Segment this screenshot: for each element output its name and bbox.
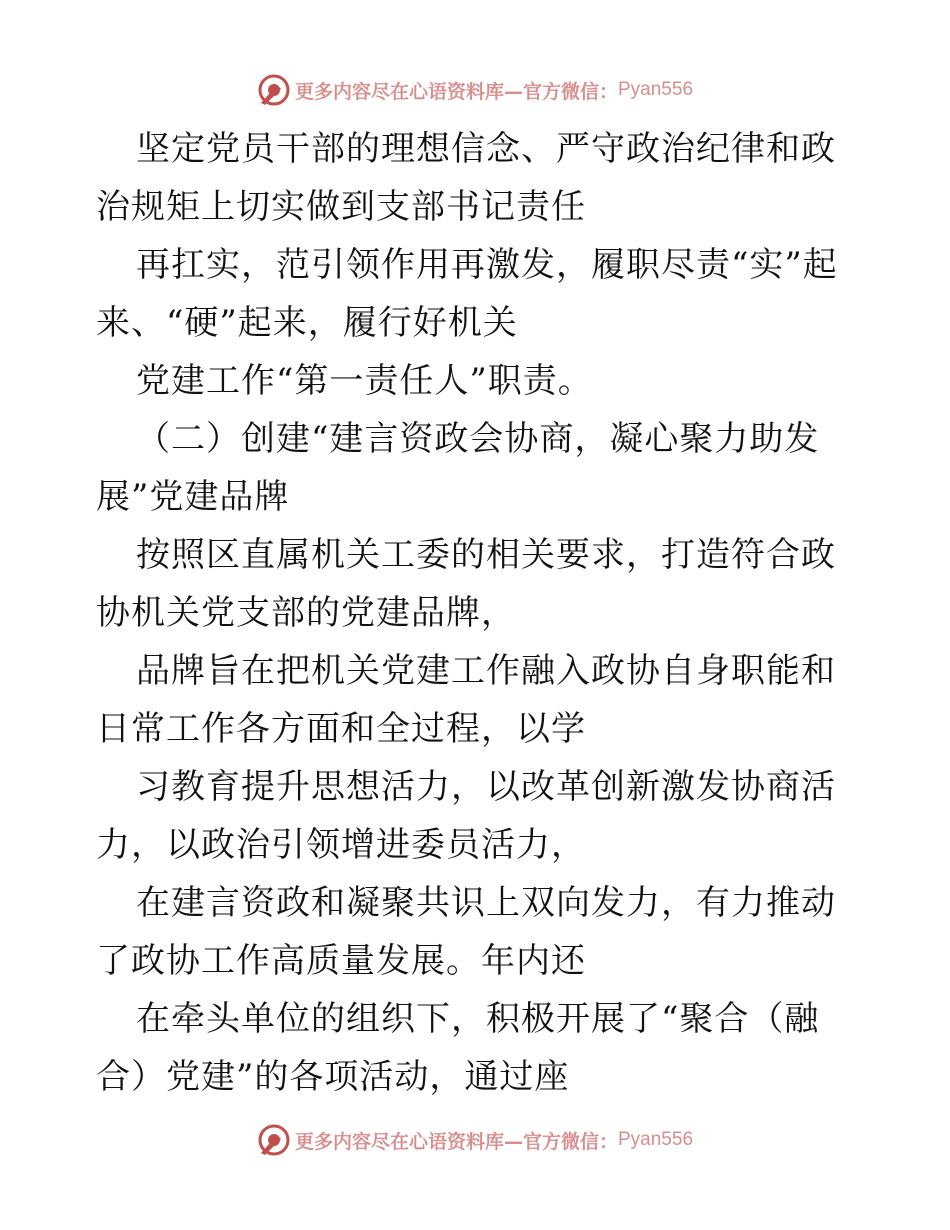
pen-logo-icon [257, 1123, 291, 1157]
paragraph: 按照区直属机关工委的相关要求，打造符合政协机关党支部的党建品牌， [96, 535, 836, 633]
section-heading: （二）创建“建言资政会协商，凝心聚力助发展”党建品牌 [96, 419, 820, 517]
paragraph: 党建工作“第一责任人”职责。 [136, 361, 593, 401]
banner-text: 更多内容尽在心语资料库—官方微信： [294, 80, 618, 103]
banner-wechat-id: Pyan556 [618, 79, 694, 100]
banner-text: 更多内容尽在心语资料库—官方微信： [294, 1130, 618, 1153]
header-banner [0, 70, 950, 110]
paragraph: 再扛实，范引领作用再激发，履职尽责“实”起来、“硬”起来，履行好机关 [96, 245, 838, 343]
paragraph: 品牌旨在把机关党建工作融入政协自身职能和日常工作各方面和全过程，以学 [96, 651, 836, 749]
pen-logo-icon [257, 73, 291, 107]
banner-wechat-id: Pyan556 [618, 1129, 694, 1150]
footer-banner [0, 1120, 950, 1160]
paragraph: 坚定党员干部的理想信念、严守政治纪律和政治规矩上切实做到支部书记责任 [96, 129, 836, 227]
paragraph: 在建言资政和凝聚共识上双向发力，有力推动了政协工作高质量发展。年内还 [96, 883, 836, 981]
document-body [96, 120, 856, 1106]
paragraph: 习教育提升思想活力，以改革创新激发协商活力，以政治引领增进委员活力， [96, 767, 836, 865]
paragraph: 在牵头单位的组织下，积极开展了“聚合（融合）党建”的各项活动，通过座 [96, 999, 820, 1097]
